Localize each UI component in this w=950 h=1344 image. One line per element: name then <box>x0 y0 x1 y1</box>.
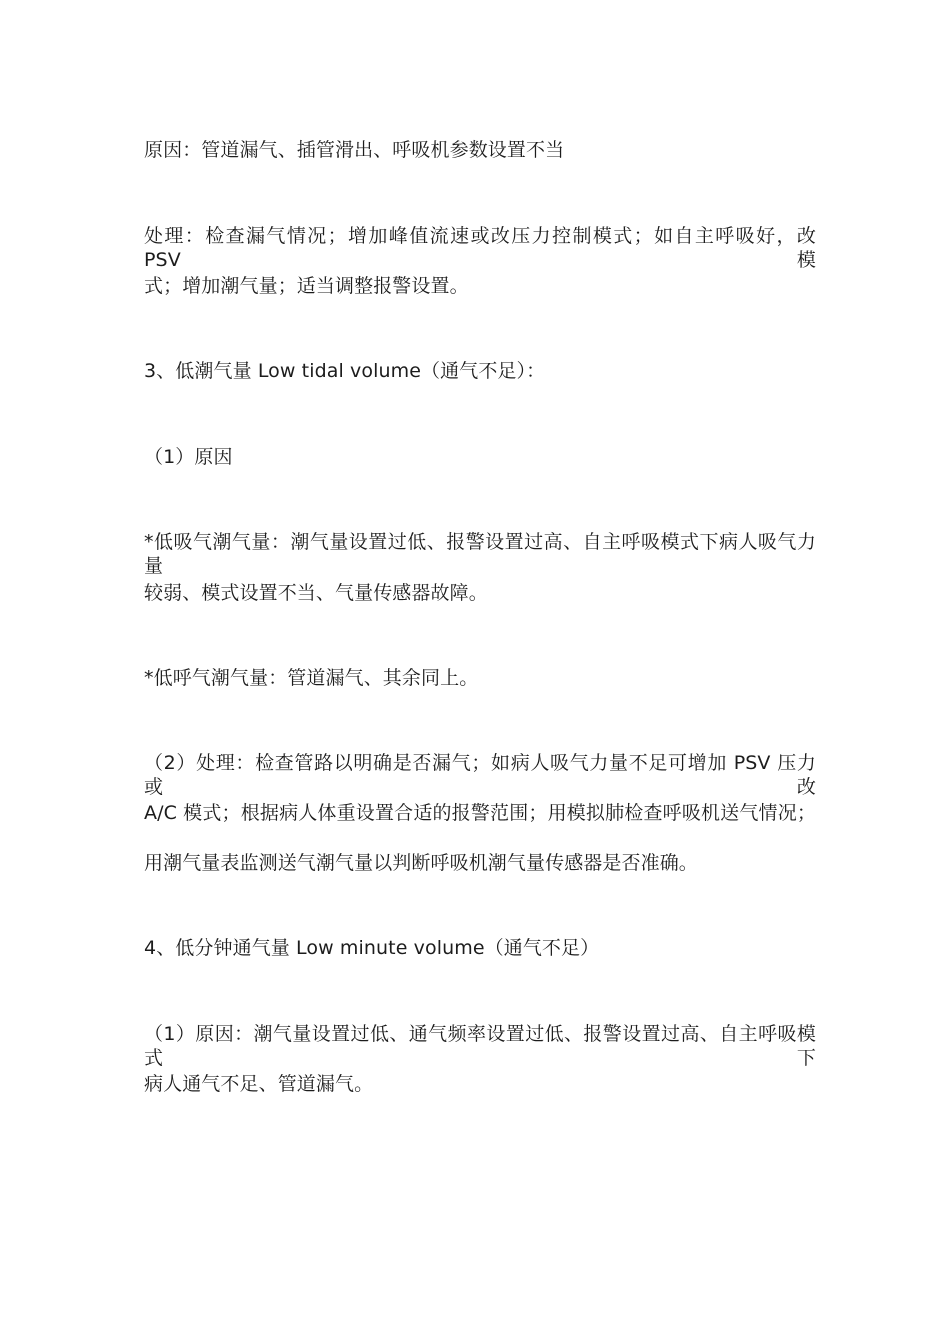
subheading-cause: （1）原因 <box>144 446 233 468</box>
low-expiratory-line: *低呼气潮气量：管道漏气、其余同上。 <box>144 667 479 689</box>
section-heading-low-tidal-volume: 3、低潮气量 Low tidal volume（通气不足）： <box>144 360 546 382</box>
treatment-tidal-line-2: A/C 模式；根据病人体重设置合适的报警范围；用模拟肺检查呼吸机送气情况； <box>144 802 816 824</box>
treatment-tidal-line-3: 用潮气量表监测送气潮气量以判断呼吸机潮气量传感器是否准确。 <box>144 852 698 874</box>
treatment-line-1: 处理：检查漏气情况；增加峰值流速或改压力控制模式；如自主呼吸好，改 PSV 模 <box>144 225 816 271</box>
low-inspiratory-line-1: *低吸气潮气量：潮气量设置过低、报警设置过高、自主呼吸模式下病人吸气力量 <box>144 531 816 577</box>
treatment-tidal-line-1: （2）处理：检查管路以明确是否漏气；如病人吸气力量不足可增加 PSV 压力或改 <box>144 752 816 798</box>
treatment-line-2: 式；增加潮气量；适当调整报警设置。 <box>144 275 469 297</box>
cause-line: 原因：管道漏气、插管滑出、呼吸机参数设置不当 <box>144 139 565 161</box>
low-inspiratory-line-2: 较弱、模式设置不当、气量传感器故障。 <box>144 582 488 604</box>
minute-volume-cause-line-2: 病人通气不足、管道漏气。 <box>144 1073 374 1095</box>
section-heading-low-minute-volume: 4、低分钟通气量 Low minute volume（通气不足） <box>144 937 600 959</box>
minute-volume-cause-line-1: （1）原因：潮气量设置过低、通气频率设置过低、报警设置过高、自主呼吸模式下 <box>144 1023 816 1069</box>
